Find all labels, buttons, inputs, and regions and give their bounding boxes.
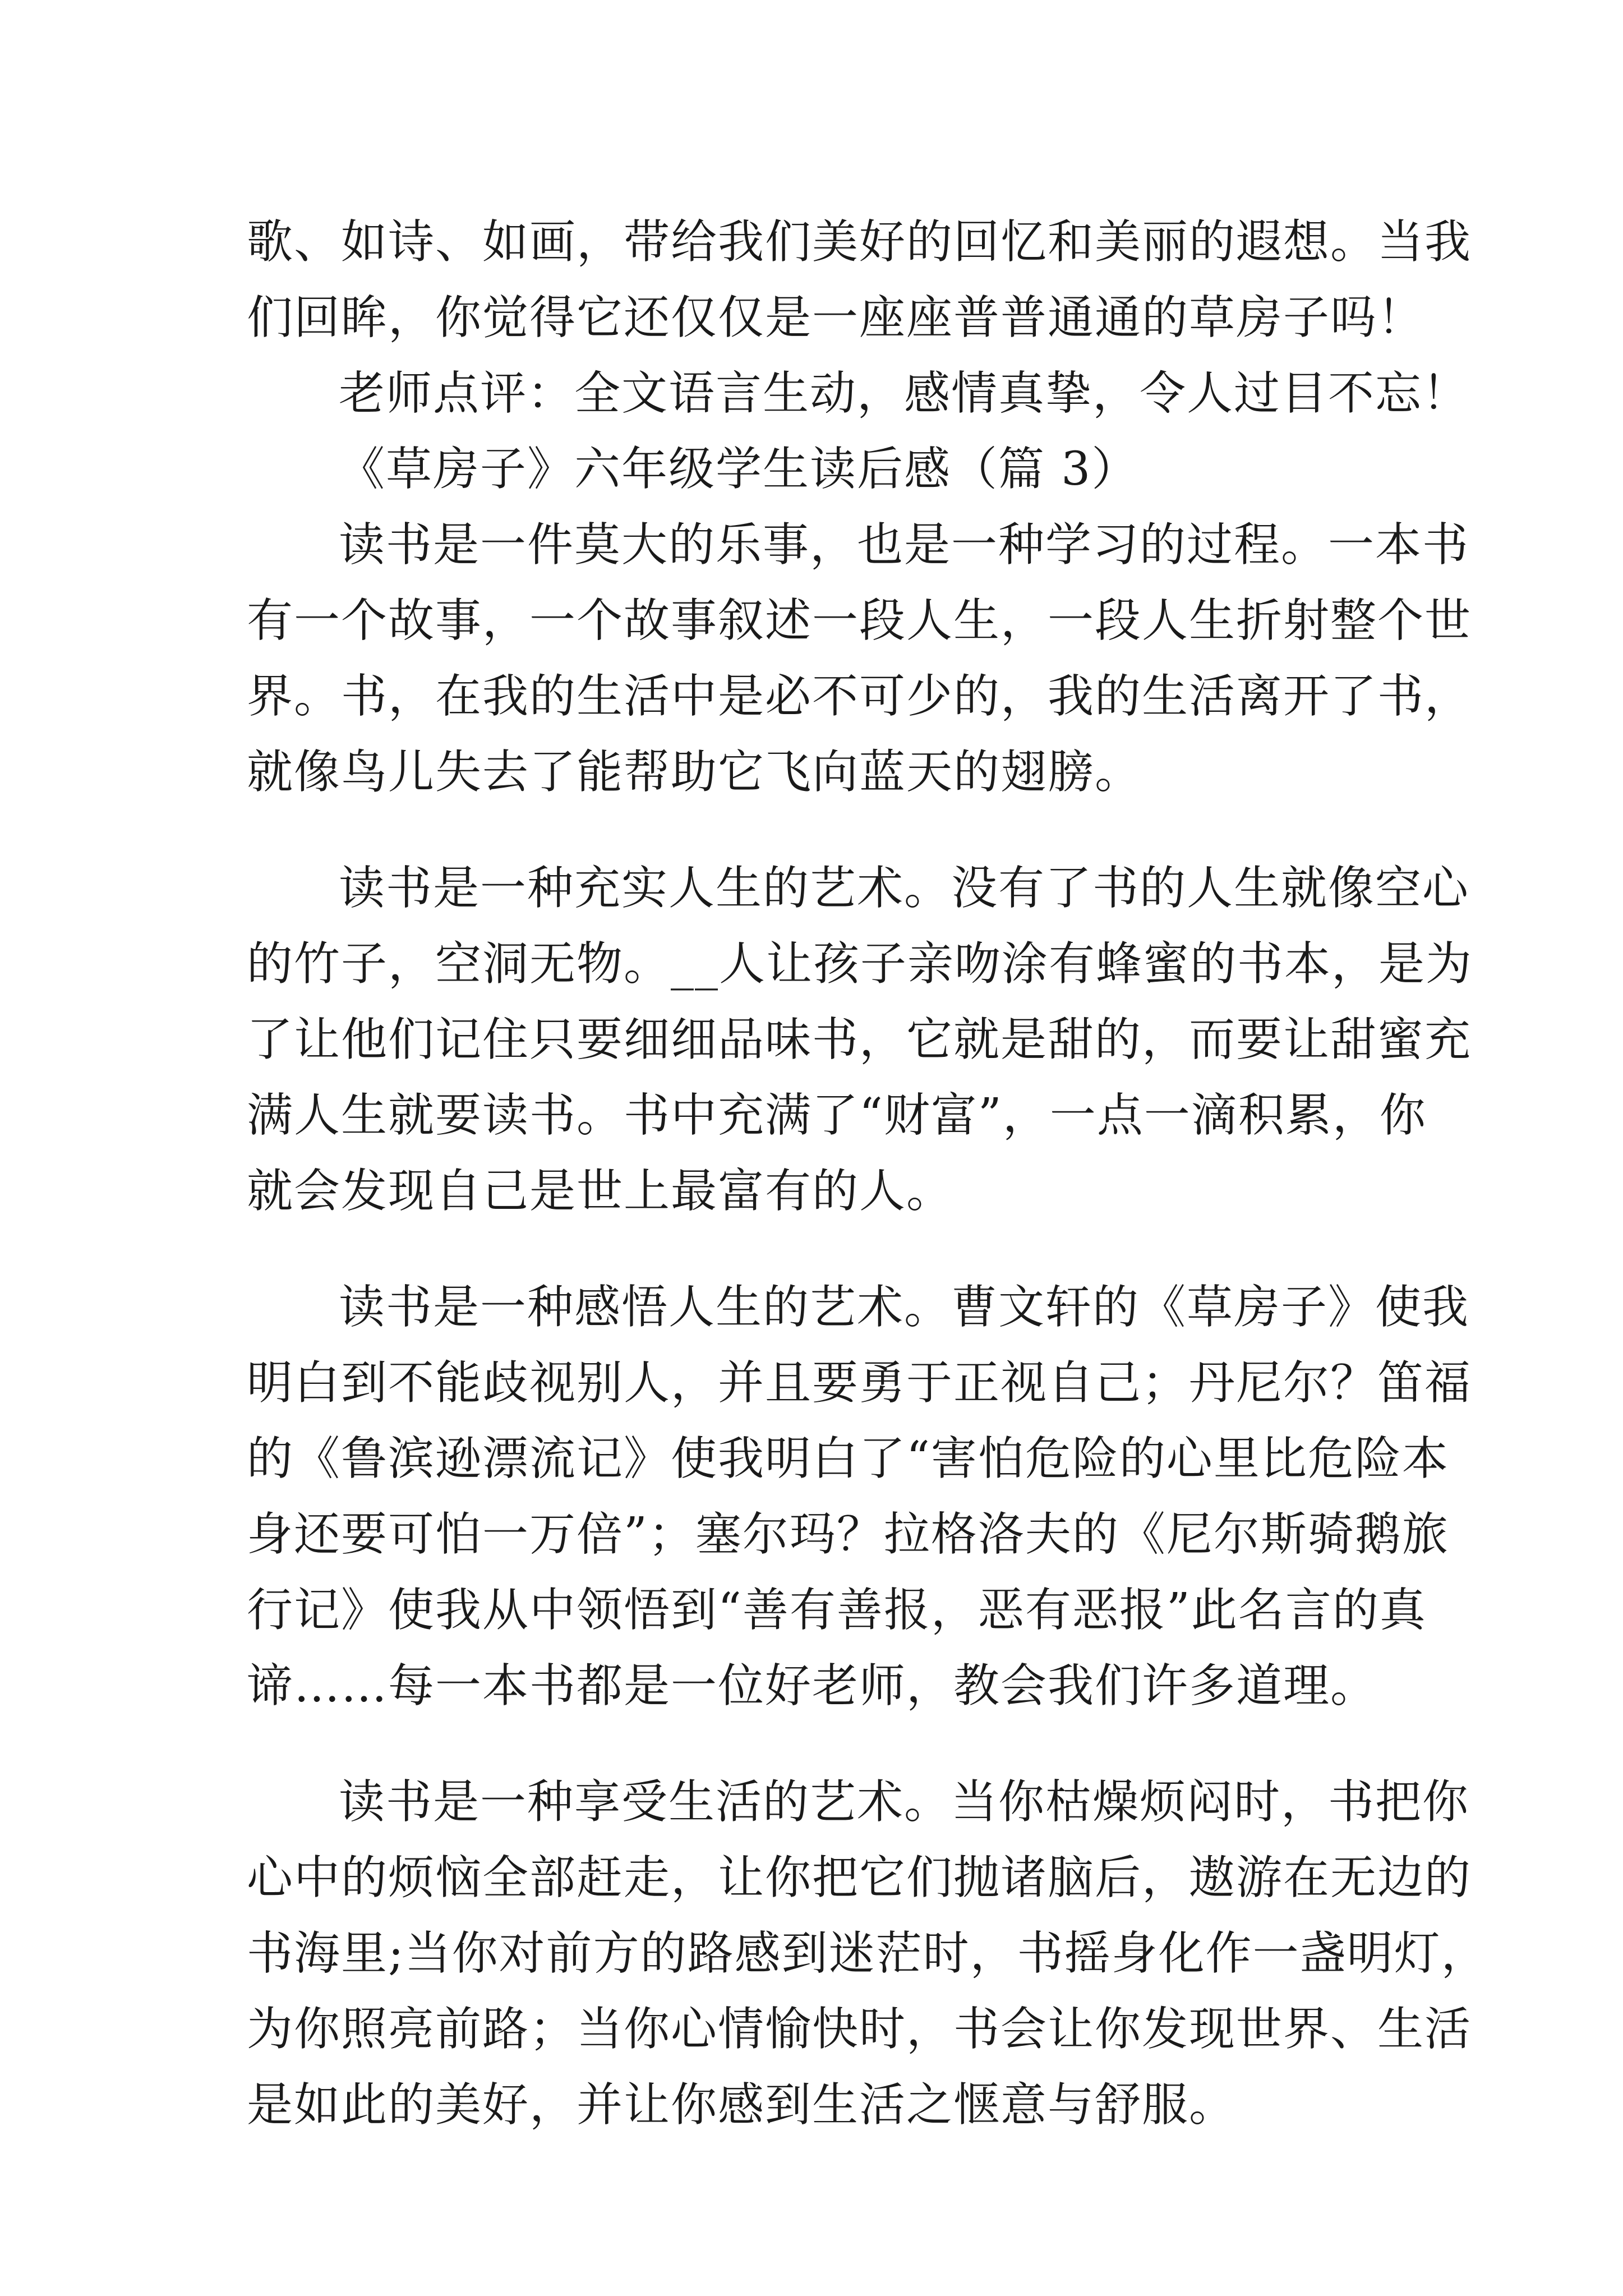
text-line: 了让他们记住只要细细品味书，它就是甜的，而要让甜蜜充	[247, 1013, 1472, 1066]
text-line: 就会发现自己是世上最富有的人。	[247, 1165, 954, 1218]
text-line: 们回眸，你觉得它还仅仅是一座座普普通通的草房子吗！	[247, 291, 1425, 344]
text-line: 的竹子，空洞无物。__人让孩子亲吻涂有蜂蜜的书本，是为	[247, 937, 1473, 991]
text-line: 读书是一种充实人生的艺术。没有了书的人生就像空心	[339, 862, 1470, 915]
text-line: 为你照亮前路；当你心情愉快时，书会让你发现世界、生活	[247, 2003, 1472, 2056]
text-line: 明白到不能歧视别人，并且要勇于正视自己；丹尼尔？笛福	[247, 1356, 1472, 1410]
teacher-comment: 老师点评：全文语言生动，感情真挚，令人过目不忘！	[339, 367, 1470, 420]
paragraph-gap	[247, 810, 1391, 850]
text-line: 读书是一种感悟人生的艺术。曹文轩的《草房子》使我	[339, 1281, 1470, 1334]
text-line: 满人生就要读书。书中充满了“财富”，一点一滴积累，你	[247, 1089, 1427, 1142]
text-line: 读书是一件莫大的乐事，也是一种学习的过程。一本书	[339, 518, 1470, 572]
text-line: 有一个故事，一个故事叙述一段人生，一段人生折射整个世	[247, 594, 1472, 647]
text-line: 就像鸟儿失去了能帮助它飞向蓝天的翅膀。	[247, 746, 1142, 799]
text-line: 行记》使我从中领悟到“善有善报，恶有恶报”此名言的真	[247, 1584, 1427, 1637]
text-line: 读书是一种享受生活的艺术。当你枯燥烦闷时，书把你	[339, 1775, 1470, 1829]
document-body	[247, 204, 1488, 2143]
text-line: 是如此的美好，并让你感到生活之惬意与舒服。	[247, 2078, 1237, 2132]
paragraph-gap	[247, 1229, 1391, 1269]
text-line: 谛……每一本书都是一位好老师，教会我们许多道理。	[247, 1659, 1378, 1713]
text-line: 的《鲁滨逊漂流记》使我明白了“害怕危险的心里比危险本	[247, 1432, 1449, 1485]
text-line: 书海里;当你对前方的路感到迷茫时，书摇身化作一盏明灯，	[247, 1927, 1488, 1980]
text-line: 心中的烦恼全部赶走，让你把它们抛诸脑后，遨游在无边的	[247, 1851, 1472, 1904]
section-title: 《草房子》六年级学生读后感（篇 3）	[339, 443, 1139, 496]
text-line: 歌、如诗、如画，带给我们美好的回忆和美丽的遐想。当我	[247, 215, 1472, 269]
text-line: 界。书，在我的生活中是必不可少的，我的生活离开了书，	[247, 670, 1472, 723]
paragraph-gap	[247, 1724, 1391, 1764]
text-line: 身还要可怕一万倍”；塞尔玛？拉格洛夫的《尼尔斯骑鹅旅	[247, 1508, 1449, 1561]
